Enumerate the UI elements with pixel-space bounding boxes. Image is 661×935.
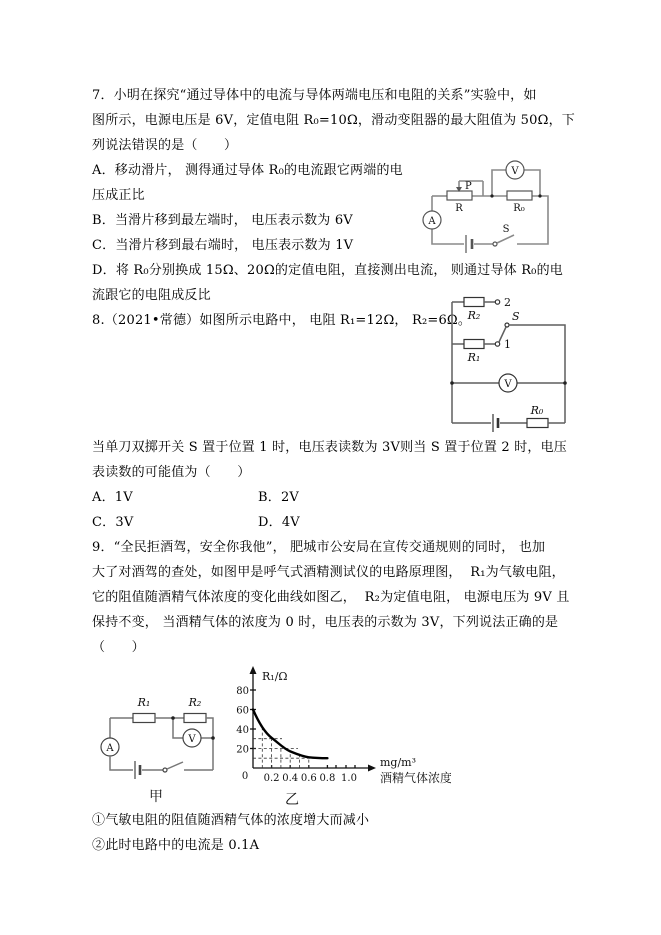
- origin-label: 0: [241, 771, 249, 782]
- q7-line-1: 7．小明在探究“通过导体中的电流与导体两端电压和电阻的关系”实验中，如: [92, 88, 537, 103]
- q8-circuit-svg: [444, 287, 579, 432]
- figure-yi-caption: 乙: [285, 792, 299, 808]
- q8-option-d: D．4V: [258, 515, 300, 530]
- y-tick-40: 40: [236, 725, 249, 736]
- switch-contact: [163, 768, 167, 772]
- terminal-1: [495, 342, 499, 346]
- x-axis-unit: mg/m³: [380, 756, 417, 769]
- q7-option-a-line-1: A．移动滑片， 测得通过导体 R₀的电流跟它两端的电: [92, 163, 403, 178]
- q7-circuit-figure: [420, 158, 570, 262]
- x-tick-06: 0.6: [300, 773, 317, 784]
- q8-option-row-1: [92, 485, 567, 510]
- q7-line-3: 列说法错误的是（ ）: [92, 138, 238, 153]
- q9-graph-yi-figure: [236, 660, 451, 812]
- q9-line-2: 大了对酒驾的查处，如图甲是呼气式酒精测试仪的电路原理图， R₁为气敏电阻，: [92, 565, 565, 580]
- y-tick-60: 60: [236, 705, 249, 717]
- voltmeter-label: V: [511, 166, 519, 177]
- resistor-r1-label: R₁: [137, 696, 151, 709]
- resistor-r2: [184, 714, 206, 723]
- q7-option-c: C．当滑片移到最右端时， 电压表示数为 1V: [92, 238, 354, 253]
- q9-line-1: 9．“全民拒酒驾，安全你我他”， 肥城市公安局在宣传交通规则的同时， 也加: [92, 540, 546, 555]
- y-axis-label: R₁/Ω: [262, 670, 288, 683]
- q8-circuit-figure: [444, 287, 579, 436]
- voltmeter-label: V: [504, 379, 512, 390]
- x-axis-label: 酒精气体浓度: [380, 771, 451, 785]
- resistor-r2: [464, 298, 484, 307]
- resistor-r0: [527, 419, 548, 428]
- q7-option-d-line-1: D．将 R₀分别换成 15Ω、20Ω的定值电阻，直接测出电流， 则通过导体 R₀的电: [92, 263, 563, 278]
- resistor-r1: [464, 340, 484, 349]
- ammeter-label: A: [428, 216, 436, 227]
- rheostat-r: [447, 191, 472, 200]
- resistor-r2-label: R₂: [467, 309, 481, 322]
- x-axis-arrow-icon: [368, 765, 376, 772]
- x-tick-10: 1.0: [341, 773, 357, 784]
- y-tick-20: 20: [236, 744, 249, 756]
- slider-label: P: [465, 181, 472, 192]
- terminal-2: [495, 300, 499, 304]
- y-axis-arrow-icon: [250, 666, 257, 674]
- voltmeter-label: V: [188, 734, 196, 745]
- q9-statement-2: ②此时电路中的电流是 0.1A: [92, 838, 260, 853]
- switch-label: S: [512, 310, 520, 323]
- x-tick-02: 0.2: [263, 773, 280, 784]
- q9-statement-1: ①气敏电阻的阻值随酒精气体的浓度增大而减小: [92, 813, 370, 828]
- q9-circuit-svg: [90, 688, 225, 806]
- q8-option-b: B．2V: [258, 490, 300, 505]
- question-9-block: [92, 535, 570, 660]
- q9-line-5: （ ）: [92, 640, 145, 655]
- q8-line-2: 表读数的可能值为（ ）: [92, 465, 251, 480]
- q8-line-1: 当单刀双掷开关 S 置于位置 1 时，电压表读数为 3V则当 S 置于位置 2 时，电压: [92, 440, 568, 455]
- switch-contact: [493, 242, 497, 246]
- q8-option-c: C．3V: [92, 515, 134, 530]
- q9-line-3: 它的阻值随酒精气体浓度的变化曲线如图乙， R₂为定值电阻， 电源电压为 9V 且: [92, 590, 570, 605]
- y-tick-80: 80: [236, 686, 249, 697]
- resistor-r0-label: R₀: [513, 203, 525, 214]
- q8-option-row-2: [92, 510, 567, 535]
- q7-option-d-line-2: 流跟它的电阻成反比: [92, 288, 211, 303]
- terminal-2-label: 2: [504, 296, 511, 309]
- q7-option-a-line-2: 压成正比: [92, 188, 145, 203]
- q8-option-a: A．1V: [92, 490, 133, 505]
- q9-statements-block: [92, 808, 369, 858]
- q7-line-2: 图所示，电源电压是 6V，定值电阻 R₀=10Ω，滑动变阻器的最大阻值为 50Ω，下: [92, 113, 575, 128]
- switch-pivot: [505, 323, 509, 327]
- resistor-r0-label: R₀: [530, 404, 544, 417]
- resistor-r2-label: R₂: [188, 696, 202, 709]
- q7-option-b: B．当滑片移到最左端时， 电压表示数为 6V: [92, 213, 353, 228]
- terminal-1-label: 1: [504, 338, 511, 351]
- x-tick-08: 0.8: [319, 773, 336, 784]
- resistor-r0: [507, 191, 532, 200]
- resistor-r1-label: R₁: [467, 351, 481, 364]
- x-tick-04: 0.4: [282, 773, 299, 784]
- q7-circuit-svg: [420, 158, 570, 258]
- resistor-r1: [133, 714, 155, 723]
- q9-line-4: 保持不变， 当酒精气体的浓度为 0 时，电压表的示数为 3V，下列说法正确的是: [92, 615, 559, 630]
- switch-label: S: [502, 224, 510, 235]
- question-8-block: [92, 435, 567, 535]
- figure-jia-caption: 甲: [149, 789, 163, 805]
- q9-circuit-jia-figure: [90, 688, 225, 810]
- ammeter-label: A: [106, 743, 114, 754]
- r1-vs-concentration-curve: [253, 710, 327, 759]
- rheostat-r-label: R: [455, 203, 463, 214]
- q8-intro: 8.（2021•常德）如图所示电路中， 电阻 R₁=12Ω， R₂=6Ω。: [92, 313, 472, 328]
- q9-graph-svg: [236, 660, 451, 808]
